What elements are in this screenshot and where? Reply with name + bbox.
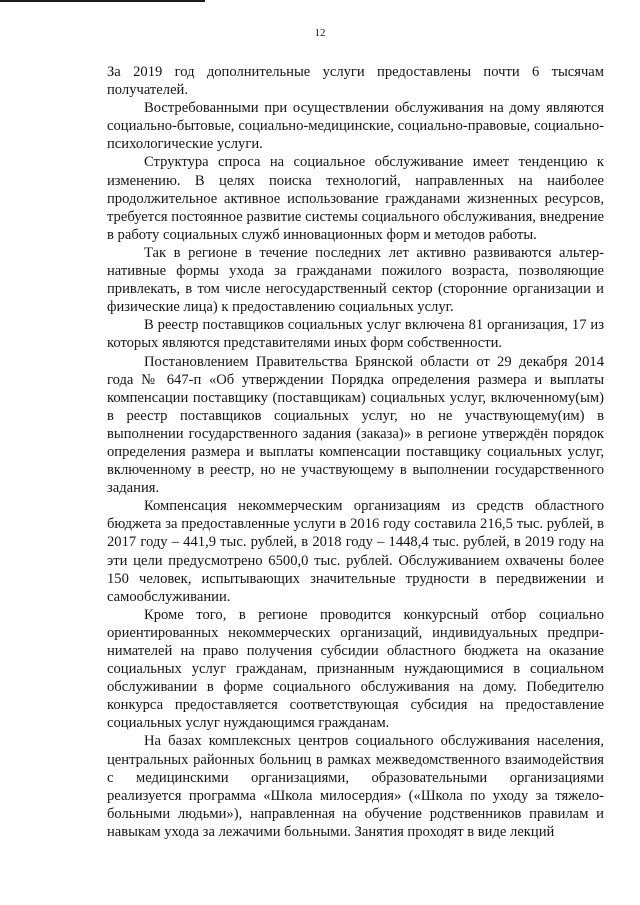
paragraph-9: На базах комплексных центров социального обслуживания населения, центральных районных больниц в рамках межведомственного взаимодействия с медицинскими организациями, образовательными организациями реализуется программа «Школа милосердия» («Школа по уходу за тяжелобольными людьми»), направленная на обучение родственников правилам и навыкам ухода за лежачими больными. Занятия проходят в виде лекций (107, 733, 604, 840)
paragraph-6: Постановлением Правительства Брянской области от 29 декабря 2014 года № 647-п «Об утверждении Порядка определения размера и выплаты компенсации поставщику (поставщикам) социальных услуг, включенному(ым) в реестр поставщиков социальных услуг, но не участвующему(им) в выполнении государственного задания (заказа)» в регионе утверждён порядок определения размера и выплаты компенсации поставщику социальных услуг, включенному в реестр, но не участвующему в выполнении государственного задания. (107, 353, 604, 497)
document-body (107, 63, 604, 841)
paragraph-4: Так в регионе в течение последних лет активно развиваются альтернативные формы ухода за гражданами пожилого возраста, позволяющие привлекать, в том числе негосударственный сектор (сторонние организации и физические лица) к предоставлению социальных услуг. (107, 244, 604, 316)
paragraph-5: В реестр поставщиков социальных услуг включена 81 организация, 17 из которых являются представителями иных форм собственности. (107, 317, 604, 352)
paragraph-3: Структура спроса на социальное обслуживание имеет тенденцию к изменению. В целях поиска технологий, направленных на наиболее продолжительное активное использование гражданами жизненных ресурсов, требуется постоянное развитие системы социального обслуживания, внедрение в работу социальных служб инновационных форм и методов работы. (107, 154, 604, 243)
paragraph-7: Компенсация некоммерческим организациям из средств областного бюджета за предоставленные услуги в 2016 году составила 216,5 тыс. рублей, в 2017 году – 441,9 тыс. рублей, в 2018 году – 1448,4 тыс. рублей, в 2019 году на эти цели предусмотрено 6500,0 тыс. рублей. Обслуживанием охвачены более 150 человек, испытывающих значительные трудности в передвижении и самообслуживании. (107, 498, 604, 605)
paragraph-8: Кроме того, в регионе проводится конкурсный отбор социально ориентированных некоммерческих организаций, индивидуальных предпринимателей на право получения субсидии областного бюджета на оказание социальных услуг гражданам, признанным нуждающимися в социальном обслуживании в форме социального обслуживания на дому. Победителю конкурса предоставляется соответствующая субсидия на предоставление социальных услуг нуждающимся гражданам. (107, 606, 604, 732)
paragraph-2: Востребованными при осуществлении обслуживания на дому являются социально-бытовые, социально-медицинские, социально-правовые, социально-психологические услуги. (107, 100, 604, 153)
page-number: 12 (314, 27, 326, 39)
header-rule (0, 0, 205, 2)
paragraph-1: За 2019 год дополнительные услуги предоставлены почти 6 тысячам получателей. (107, 64, 604, 99)
